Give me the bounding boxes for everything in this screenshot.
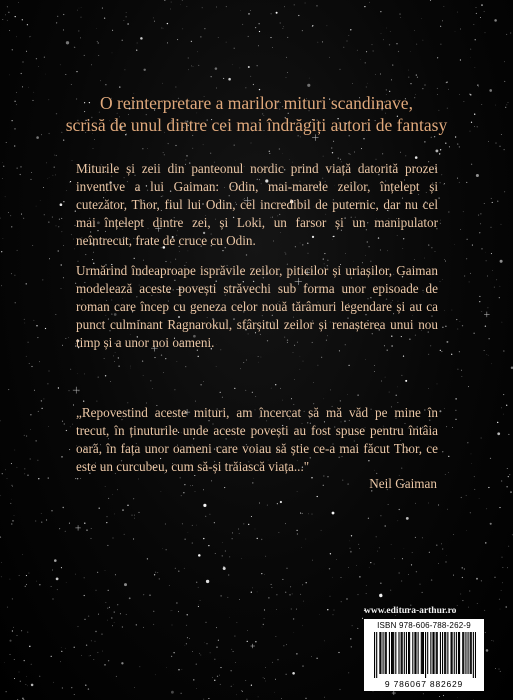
description-paragraph-2: Urmărind îndeaproape isprăvile zeilor, piticilor și uriașilor, Gaiman modelează aceste povești străvechi sub forma unor episoade de roman care încep cu geneza celor nouă tărâmuri legendare și au ca punct culminant Ragnarokul, sfârșitul zeilor și renașterea unui nou timp și a unor noi oameni. <box>76 263 438 350</box>
tagline-line-1: O reinterpretare a marilor mituri scandinave, <box>100 93 413 113</box>
barcode-icon <box>374 632 476 678</box>
barcode-number: 9 786067 882629 <box>384 679 464 689</box>
isbn-text: ISBN 978-606-788-262-9 <box>377 621 471 630</box>
isbn-barcode <box>364 619 484 691</box>
description-paragraph-1: Miturile și zeii din panteonul nordic prind viață datorită prozei inventive a lui Gaiman: Odin, mai-marele zeilor, înțelept și cutezător, Thor, fiul lui Odin, cel incredibil de puternic, dar nu cel mai înțelept dintre zei, și Loki, un farsor și un manipulator neîntrecut, frate de cruce cu Odin. <box>76 161 438 248</box>
tagline <box>30 92 483 136</box>
quote-author: Neil Gaiman <box>369 476 437 491</box>
publisher-website: www.editura-arthur.ro <box>364 606 457 616</box>
tagline-line-2: scrisă de unul dintre cei mai îndrăgiți autori de fantasy <box>65 115 448 135</box>
author-quote: „Repovestind aceste mituri, am încercat să mă văd pe mine în trecut, în ținuturile unde aceste povești au fost spuse pentru întâia oară, în fața unor oameni care voiau să știe ce-a mai făcut Thor, ce este un curcubeu, cum să-și trăiască viața..." <box>76 405 438 474</box>
